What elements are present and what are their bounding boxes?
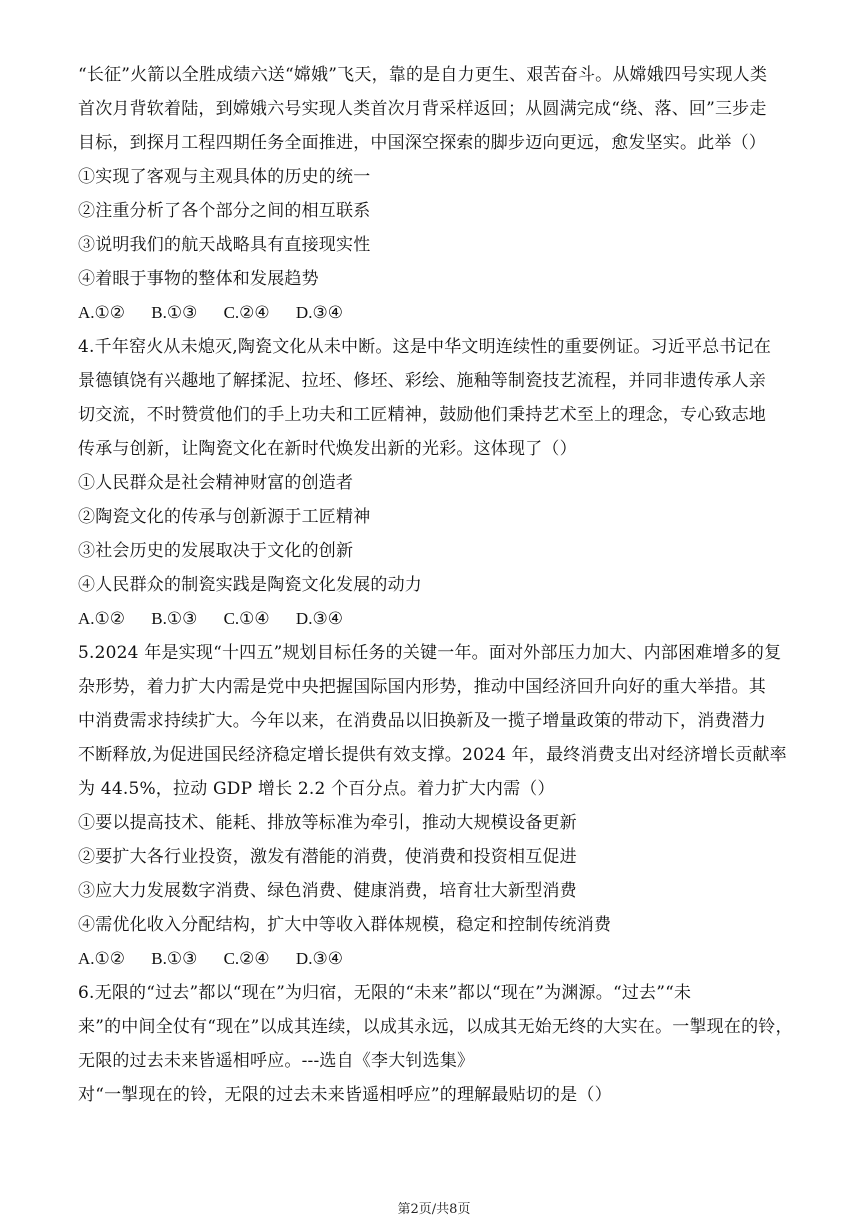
question-4-option-a: A.①② <box>78 609 126 628</box>
question-4-options <box>78 602 808 636</box>
question-3-stem-line: 目标，到探月工程四期任务全面推进，中国深空探索的脚步迈向更远，愈发坚实。此举（） <box>78 133 766 153</box>
question-3 <box>78 58 808 330</box>
question-4-option-c: C.①④ <box>223 609 270 628</box>
page-number: 第2页/共8页 <box>397 1202 471 1217</box>
question-4-option-d: D.③④ <box>295 609 343 628</box>
question-3-item-2: ②注重分析了各个部分之间的相互联系 <box>78 201 371 221</box>
question-4 <box>78 330 808 636</box>
question-5-item-4: ④需优化收入分配结构，扩大中等收入群体规模，稳定和控制传统消费 <box>78 915 612 935</box>
question-3-item-3: ③说明我们的航天战略具有直接现实性 <box>78 235 371 255</box>
question-4-item-2: ②陶瓷文化的传承与创新源于工匠精神 <box>78 507 371 527</box>
question-3-option-d: D.③④ <box>295 303 343 322</box>
question-5-option-d: D.③④ <box>295 949 343 968</box>
question-5-option-a: A.①② <box>78 949 126 968</box>
question-4-stem-line: 切交流，不时赞赏他们的手上功夫和工匠精神，鼓励他们秉持艺术至上的理念，专心致志地 <box>78 405 766 425</box>
question-6-stem-line: 对“一掣现在的铃，无限的过去未来皆遥相呼应”的理解最贴切的是（） <box>78 1085 612 1105</box>
question-5-options <box>78 942 808 976</box>
question-3-options <box>78 296 808 330</box>
question-6-stem-line: 无限的过去未来皆遥相呼应。---选自《李大钊选集》 <box>78 1051 475 1071</box>
question-6-stem-line: 6.无限的“过去”都以“现在”为归宿，无限的“未来”都以“现在”为渊源。“过去”“未 <box>78 983 692 1003</box>
question-5 <box>78 636 808 976</box>
question-4-option-b: B.①③ <box>151 609 198 628</box>
question-5-stem-line: 中消费需求持续扩大。今年以来，在消费品以旧换新及一揽子增量政策的带动下，消费潜力 <box>78 711 766 731</box>
question-5-item-3: ③应大力发展数字消费、绿色消费、健康消费，培育壮大新型消费 <box>78 881 577 901</box>
question-5-stem-line: 5.2024 年是实现“十四五”规划目标任务的关键一年。面对外部压力加大、内部困难增多的复 <box>78 643 782 663</box>
question-5-option-c: C.②④ <box>223 949 270 968</box>
question-4-item-1: ①人民群众是社会精神财富的创造者 <box>78 473 354 493</box>
question-6-stem-line: 来”的中间全仗有“现在”以成其连续，以成其永远，以成其无始无终的大实在。一掣现在的铃， <box>78 1017 793 1037</box>
question-6 <box>78 976 808 1112</box>
question-5-stem-line: 杂形势，着力扩大内需是党中央把握国际国内形势，推动中国经济回升向好的重大举措。其 <box>78 677 766 697</box>
question-4-item-3: ③社会历史的发展取决于文化的创新 <box>78 541 354 561</box>
question-3-stem-line: 首次月背软着陆，到嫦娥六号实现人类首次月背采样返回；从圆满完成“绕、落、回”三步走 <box>78 99 767 119</box>
question-3-item-4: ④着眼于事物的整体和发展趋势 <box>78 269 319 289</box>
question-5-item-2: ②要扩大各行业投资，激发有潜能的消费，使消费和投资相互促进 <box>78 847 577 867</box>
question-4-stem-line: 景德镇饶有兴趣地了解揉泥、拉坯、修坯、彩绘、施釉等制瓷技艺流程，并同非遗传承人亲 <box>78 371 766 391</box>
question-4-stem-line: 传承与创新，让陶瓷文化在新时代焕发出新的光彩。这体现了（） <box>78 439 577 459</box>
question-3-stem-line: “长征”火箭以全胜成绩六送“嫦娥”飞天，靠的是自力更生、艰苦奋斗。从嫦娥四号实现人类 <box>78 65 768 85</box>
exam-page <box>78 58 808 1112</box>
question-4-stem-line: 4.千年窑火从未熄灭,陶瓷文化从未中断。这是中华文明连续性的重要例证。习近平总书记在 <box>78 337 772 357</box>
question-5-stem-line: 为 44.5%，拉动 GDP 增长 2.2 个百分点。着力扩大内需（） <box>78 779 555 799</box>
question-3-option-b: B.①③ <box>151 303 198 322</box>
question-3-item-1: ①实现了客观与主观具体的历史的统一 <box>78 167 371 187</box>
question-5-option-b: B.①③ <box>151 949 198 968</box>
question-5-item-1: ①要以提高技术、能耗、排放等标准为牵引，推动大规模设备更新 <box>78 813 577 833</box>
question-4-item-4: ④人民群众的制瓷实践是陶瓷文化发展的动力 <box>78 575 422 595</box>
question-3-option-a: A.①② <box>78 303 126 322</box>
question-3-option-c: C.②④ <box>223 303 270 322</box>
question-5-stem-line: 不断释放,为促进国民经济稳定增长提供有效支撑。2024 年，最终消费支出对经济增长贡献率 <box>78 745 787 765</box>
